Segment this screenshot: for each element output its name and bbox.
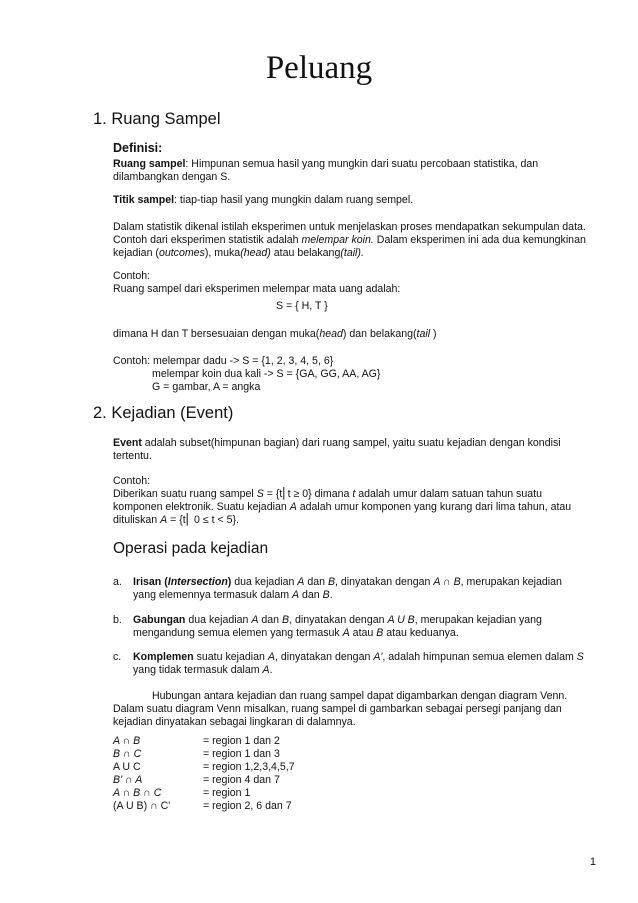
event-text: adalah subset(himpunan bagian) dari ruang sampel, yaitu suatu kejadian dengan kondisi [141, 437, 561, 449]
region-expression: A ∩ B ∩ C [113, 787, 162, 799]
titik-sampel-term: Titik sampel [113, 194, 175, 206]
contoh-text: = {t⎢t ≥ 0} dimana [263, 488, 353, 500]
paragraph-line: Dalam statistik dikenal istilah eksperimen untuk menjelaskan proses mendapatkan sekumpulan data. [113, 221, 586, 233]
titik-sampel-text: : tiap-tiap hasil yang mungkin dalam ruang sempel. [174, 194, 414, 206]
paragraph-italic: outcomes [158, 247, 205, 259]
irisan-italic: A [297, 576, 305, 588]
region-expression: A U C [113, 761, 141, 773]
region-row [113, 761, 295, 774]
contoh-koin-line: melempar koin dua kali -> S = {GA, GG, AA, AG} [152, 368, 381, 380]
page-number: 1 [589, 856, 596, 868]
paragraph-text: ), muka [204, 247, 241, 259]
event-contoh-block [113, 475, 571, 527]
list-marker-a: a. [113, 576, 122, 588]
irisan-text: yang elemennya termasuk dalam [133, 589, 292, 601]
paragraph-text: Dalam eksperimen ini ada dua kemungkinan [373, 234, 586, 246]
contoh-legend-line: G = gambar, A = angka [152, 381, 261, 393]
page-title: Peluang [265, 50, 373, 86]
event-term: Event [113, 437, 142, 449]
venn-paragraph-line-2: Dalam suatu diagram Venn misalkan, ruang sampel di gambarkan sebagai persegi panjang dan [113, 703, 562, 715]
irisan-text: , merupakan kejadian [460, 576, 562, 588]
komplemen-text: suatu kejadian [193, 651, 268, 663]
region-expression: B ∩ C [113, 748, 142, 760]
region-value: = region 1 dan 3 [203, 748, 280, 760]
ruang-sampel-text: : Himpunan semua hasil yang mungkin dari suatu percobaan statistika, dan [185, 158, 539, 170]
irisan-term-close: ) [227, 576, 232, 588]
event-definition [113, 437, 561, 463]
venn-paragraph-line-1: Hubungan antara kejadian dan ruang sampel dapat digambarkan dengan diagram Venn. [152, 690, 568, 702]
dimana-italic: tail [416, 328, 431, 340]
irisan-text: , dinyatakan dengan [335, 576, 434, 588]
komplemen-italic: S [576, 651, 584, 663]
irisan-text: dan [299, 589, 323, 601]
gabungan-text: atau [349, 627, 377, 639]
gabungan-italic: A [251, 614, 259, 626]
region-row [113, 787, 295, 800]
event-text-2: tertentu. [113, 450, 152, 462]
dimana-line [113, 328, 437, 341]
region-expression: (A U B) ∩ C' [113, 800, 171, 812]
komplemen-italic: A [262, 664, 270, 676]
komplemen-text: , dinyatakan dengan [274, 651, 374, 663]
gabungan-text: dua kejadian [185, 614, 252, 626]
gabungan-text: , dinyatakan dengan [289, 614, 388, 626]
region-expression: A ∩ B [113, 735, 141, 747]
dimana-text: dimana H dan T bersesuaian dengan muka( [113, 328, 320, 340]
contoh-block [113, 270, 400, 296]
komplemen-text: yang tidak termasuk dalam [133, 664, 263, 676]
irisan-text: . [329, 589, 333, 601]
eksperimen-paragraph [113, 221, 586, 260]
operasi-heading: Operasi pada kejadian [113, 540, 269, 557]
gabungan-text: dan [258, 614, 282, 626]
gabungan-italic: A U B [387, 614, 415, 626]
dimana-text: ) [430, 328, 437, 340]
region-expression: B' ∩ A [113, 774, 143, 786]
sample-space-equation: S = { H, T } [276, 300, 328, 312]
region-row [113, 800, 295, 813]
contoh-text: = {t⎢ 0 ≤ t < 5}. [167, 514, 239, 526]
komplemen-italic: A [267, 651, 275, 663]
contoh-text: dituliskan [113, 514, 161, 526]
paragraph-text: kejadian ( [113, 247, 159, 259]
venn-region-list [113, 735, 295, 813]
komplemen-text: , adalah himpunan semua elemen dalam [382, 651, 577, 663]
region-row [113, 735, 295, 748]
region-row [113, 748, 295, 761]
contoh-italic: A [289, 501, 297, 513]
region-value: = region 1,2,3,4,5,7 [203, 761, 295, 773]
ruang-sampel-definition [113, 158, 538, 184]
gabungan-term: Gabungan [133, 614, 186, 626]
contoh-dadu-line: Contoh: melempar dadu -> S = {1, 2, 3, 4, 5, 6} [113, 355, 334, 367]
list-marker-c: c. [113, 651, 122, 663]
contoh-text: Diberikan suatu ruang sampel [113, 488, 257, 500]
region-value: = region 1 [203, 787, 251, 799]
komplemen-italic: A' [373, 651, 383, 663]
irisan-term: Irisan ( [133, 576, 168, 588]
contoh-italic: t [352, 488, 356, 500]
paragraph-italic: melempar koin. [301, 234, 374, 246]
section-heading-kejadian: 2. Kejadian (Event) [93, 404, 234, 422]
komplemen-text: . [269, 664, 273, 676]
venn-paragraph-line-3: kejadian dinyatakan sebagai lingkaran di dalamnya. [113, 716, 356, 728]
list-marker-b: b. [113, 614, 122, 626]
contoh-text: Ruang sampel dari eksperimen melempar mata uang adalah: [113, 283, 401, 295]
irisan-text: dua kejadian [231, 576, 298, 588]
operasi-gabungan [133, 614, 542, 640]
operasi-irisan [133, 576, 562, 602]
gabungan-italic: A [342, 627, 350, 639]
contoh-italic: S [256, 488, 264, 500]
contoh-text: adalah umur komponen yang kurang dari lima tahun, atau [296, 501, 572, 513]
ruang-sampel-term: Ruang sampel [113, 158, 186, 170]
contoh-italic: A [160, 514, 168, 526]
gabungan-italic: B [282, 614, 290, 626]
paragraph-text: atau belakang [270, 247, 341, 259]
contoh-label: Contoh: [113, 270, 151, 282]
gabungan-text: mengandung semua elemen yang termasuk [133, 627, 343, 639]
region-row [113, 774, 295, 787]
dimana-text: ) dan belakang( [342, 328, 417, 340]
irisan-italic: A ∩ B [433, 576, 461, 588]
irisan-term-italic: Intersection [167, 576, 228, 588]
operasi-komplemen [133, 651, 584, 677]
irisan-italic: B [322, 589, 330, 601]
dimana-italic: head [319, 328, 343, 340]
irisan-italic: A [292, 589, 300, 601]
region-value: = region 4 dan 7 [203, 774, 280, 786]
section-heading-ruang-sampel: 1. Ruang Sampel [93, 110, 221, 128]
definisi-label: Definisi: [113, 141, 163, 155]
gabungan-text: atau keduanya. [383, 627, 459, 639]
contoh-text: adalah umur dalam satuan tahun suatu [355, 488, 542, 500]
paragraph-italic: (tail). [340, 247, 364, 259]
komplemen-term: Komplemen [133, 651, 194, 663]
gabungan-text: , merupakan kejadian yang [414, 614, 542, 626]
contoh-text: komponen elektronik. Suatu kejadian [113, 501, 290, 513]
contoh-label: Contoh: [113, 475, 151, 487]
paragraph-italic: (head) [240, 247, 271, 259]
region-value: = region 1 dan 2 [203, 735, 280, 747]
ruang-sampel-text-2: dilambangkan dengan S. [113, 171, 231, 183]
paragraph-text: Contoh dari eksperimen statistik adalah [113, 234, 302, 246]
titik-sampel-definition [113, 194, 413, 207]
irisan-italic: B [327, 576, 336, 588]
gabungan-italic: B [376, 627, 384, 639]
irisan-text: dan [304, 576, 328, 588]
region-value: = region 2, 6 dan 7 [203, 800, 292, 812]
